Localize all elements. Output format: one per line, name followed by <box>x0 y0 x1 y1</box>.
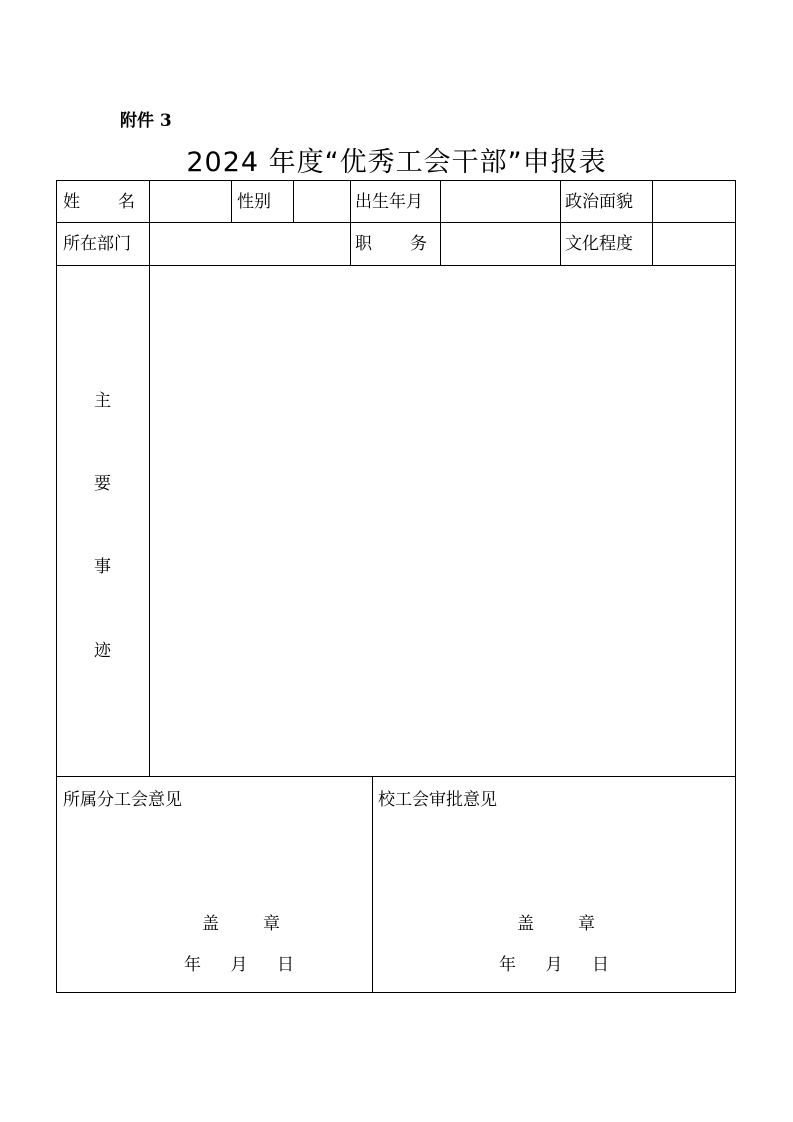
name-label: 姓 名 <box>63 192 135 212</box>
deeds-content-area[interactable] <box>150 266 736 776</box>
political-value[interactable] <box>652 192 736 212</box>
position-label: 职 务 <box>355 234 427 254</box>
page-title: 2024 年度“优秀工会干部”申报表 <box>186 147 607 178</box>
name-value[interactable] <box>149 192 231 212</box>
attachment-label: 附件 3 <box>120 111 172 131</box>
deeds-label-char: 迹 <box>94 641 111 661</box>
gender-label: 性别 <box>237 192 271 212</box>
deeds-label-char: 要 <box>94 474 111 494</box>
education-label: 文化程度 <box>565 234 633 254</box>
seal-label: 盖 章 <box>517 914 595 934</box>
application-form-table <box>56 180 736 993</box>
date-label: 年 月 日 <box>499 955 609 975</box>
department-label: 所在部门 <box>63 234 131 254</box>
column-divider <box>372 776 373 993</box>
position-value[interactable] <box>440 234 560 254</box>
deeds-label-char: 主 <box>94 391 111 411</box>
column-divider <box>350 181 351 265</box>
seal-label: 盖 章 <box>202 914 280 934</box>
education-value[interactable] <box>652 234 736 254</box>
branch-opinion-label: 所属分工会意见 <box>63 790 182 810</box>
birth-value[interactable] <box>440 192 560 212</box>
political-label: 政治面貌 <box>565 192 633 212</box>
school-opinion-label: 校工会审批意见 <box>378 790 497 810</box>
date-label: 年 月 日 <box>184 955 294 975</box>
column-divider <box>560 181 561 265</box>
column-divider <box>231 181 232 222</box>
department-value[interactable] <box>149 234 350 254</box>
gender-value[interactable] <box>293 192 350 212</box>
row-divider <box>57 222 736 223</box>
deeds-label-char: 事 <box>94 557 111 577</box>
birth-label: 出生年月 <box>355 192 423 212</box>
row-divider <box>57 776 736 777</box>
